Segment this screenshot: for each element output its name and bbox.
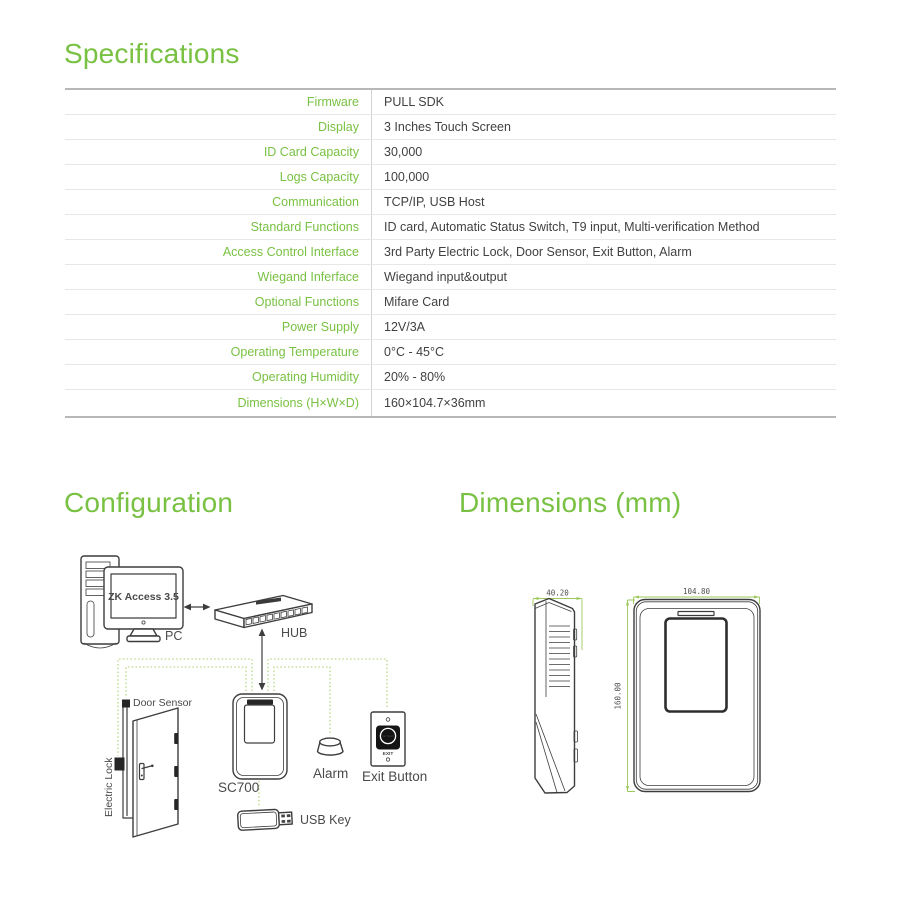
spec-label: Operating Temperature — [65, 340, 372, 365]
pc-hub-arrow — [184, 604, 211, 611]
exit-button-ring-label: No Touch — [382, 735, 394, 739]
spec-value: Wiegand input&output — [372, 265, 837, 290]
device-front-view — [634, 600, 760, 792]
spec-value: 30,000 — [372, 140, 837, 165]
spec-value: 100,000 — [372, 165, 837, 190]
spec-label: ID Card Capacity — [65, 140, 372, 165]
spec-label: Wiegand Inferface — [65, 265, 372, 290]
table-row — [65, 340, 836, 365]
side-width-value: 40.20 — [546, 588, 569, 598]
spec-label: Firmware — [65, 89, 372, 115]
spec-label: Display — [65, 115, 372, 140]
table-row — [65, 89, 836, 115]
door-icon — [123, 706, 178, 837]
alarm-icon — [318, 738, 344, 755]
specifications-heading: Specifications — [64, 38, 240, 69]
spec-label: Dimensions (H×W×D) — [65, 390, 372, 418]
wire-door-sensor — [126, 667, 246, 698]
table-row — [65, 290, 836, 315]
spec-value: ID card, Automatic Status Switch, T9 input, Multi-verification Method — [372, 215, 837, 240]
door-sensor-label: Door Sensor — [133, 697, 192, 709]
table-row — [65, 165, 836, 190]
hub-controller-arrow — [259, 629, 266, 691]
pc-label: PC — [165, 629, 183, 643]
table-row — [65, 140, 836, 165]
controller-label: SC700 — [218, 780, 260, 795]
front-height-value: 160.00 — [613, 682, 623, 710]
alarm-label: Alarm — [313, 766, 349, 781]
spec-label: Logs Capacity — [65, 165, 372, 190]
controller-device-icon — [233, 694, 287, 779]
spec-value: 3rd Party Electric Lock, Door Sensor, Exit Button, Alarm — [372, 240, 837, 265]
spec-value: 12V/3A — [372, 315, 837, 340]
spec-label: Standard Functions — [65, 215, 372, 240]
spec-value: TCP/IP, USB Host — [372, 190, 837, 215]
spec-value: Mifare Card — [372, 290, 837, 315]
specifications-table — [65, 88, 836, 418]
spec-label: Access Control Interface — [65, 240, 372, 265]
table-row — [65, 240, 836, 265]
hub-icon — [215, 596, 312, 628]
configuration-diagram — [60, 540, 440, 870]
electric-lock-label: Electric Lock — [103, 757, 115, 817]
exit-button-face-label: EXIT — [382, 752, 394, 757]
usb-key-icon — [238, 809, 293, 831]
electric-lock-block — [115, 758, 125, 771]
table-row — [65, 215, 836, 240]
spec-label: Communication — [65, 190, 372, 215]
spec-value: PULL SDK — [372, 89, 837, 115]
spec-value: 160×104.7×36mm — [384, 396, 486, 410]
door-sensor-contact — [122, 700, 130, 708]
table-row — [65, 390, 836, 418]
device-side-view — [535, 599, 578, 794]
spec-value: 3 Inches Touch Screen — [372, 115, 837, 140]
hub-label: HUB — [281, 626, 308, 640]
spec-label: Optional Functions — [65, 290, 372, 315]
dimensions-heading: Dimensions (mm) — [459, 487, 682, 518]
front-height-dimension — [614, 600, 636, 792]
spec-label: Operating Humidity — [65, 365, 372, 390]
table-row — [65, 315, 836, 340]
exit-button-label: Exit Button — [362, 769, 428, 784]
table-row — [65, 190, 836, 215]
spec-label: Power Supply — [65, 315, 372, 340]
table-row — [65, 115, 836, 140]
configuration-heading: Configuration — [64, 487, 234, 518]
dimensions-drawing — [490, 550, 830, 810]
usb-key-label: USB Key — [300, 813, 351, 827]
spec-value: 0°C - 45°C — [372, 340, 837, 365]
table-row — [65, 365, 836, 390]
table-row — [65, 265, 836, 290]
pc-screen-label: ZK Access 3.5 — [108, 591, 179, 603]
spec-value: 20% - 80% — [372, 365, 837, 390]
front-width-value: 104.80 — [682, 587, 711, 596]
exit-button-icon — [371, 712, 405, 766]
